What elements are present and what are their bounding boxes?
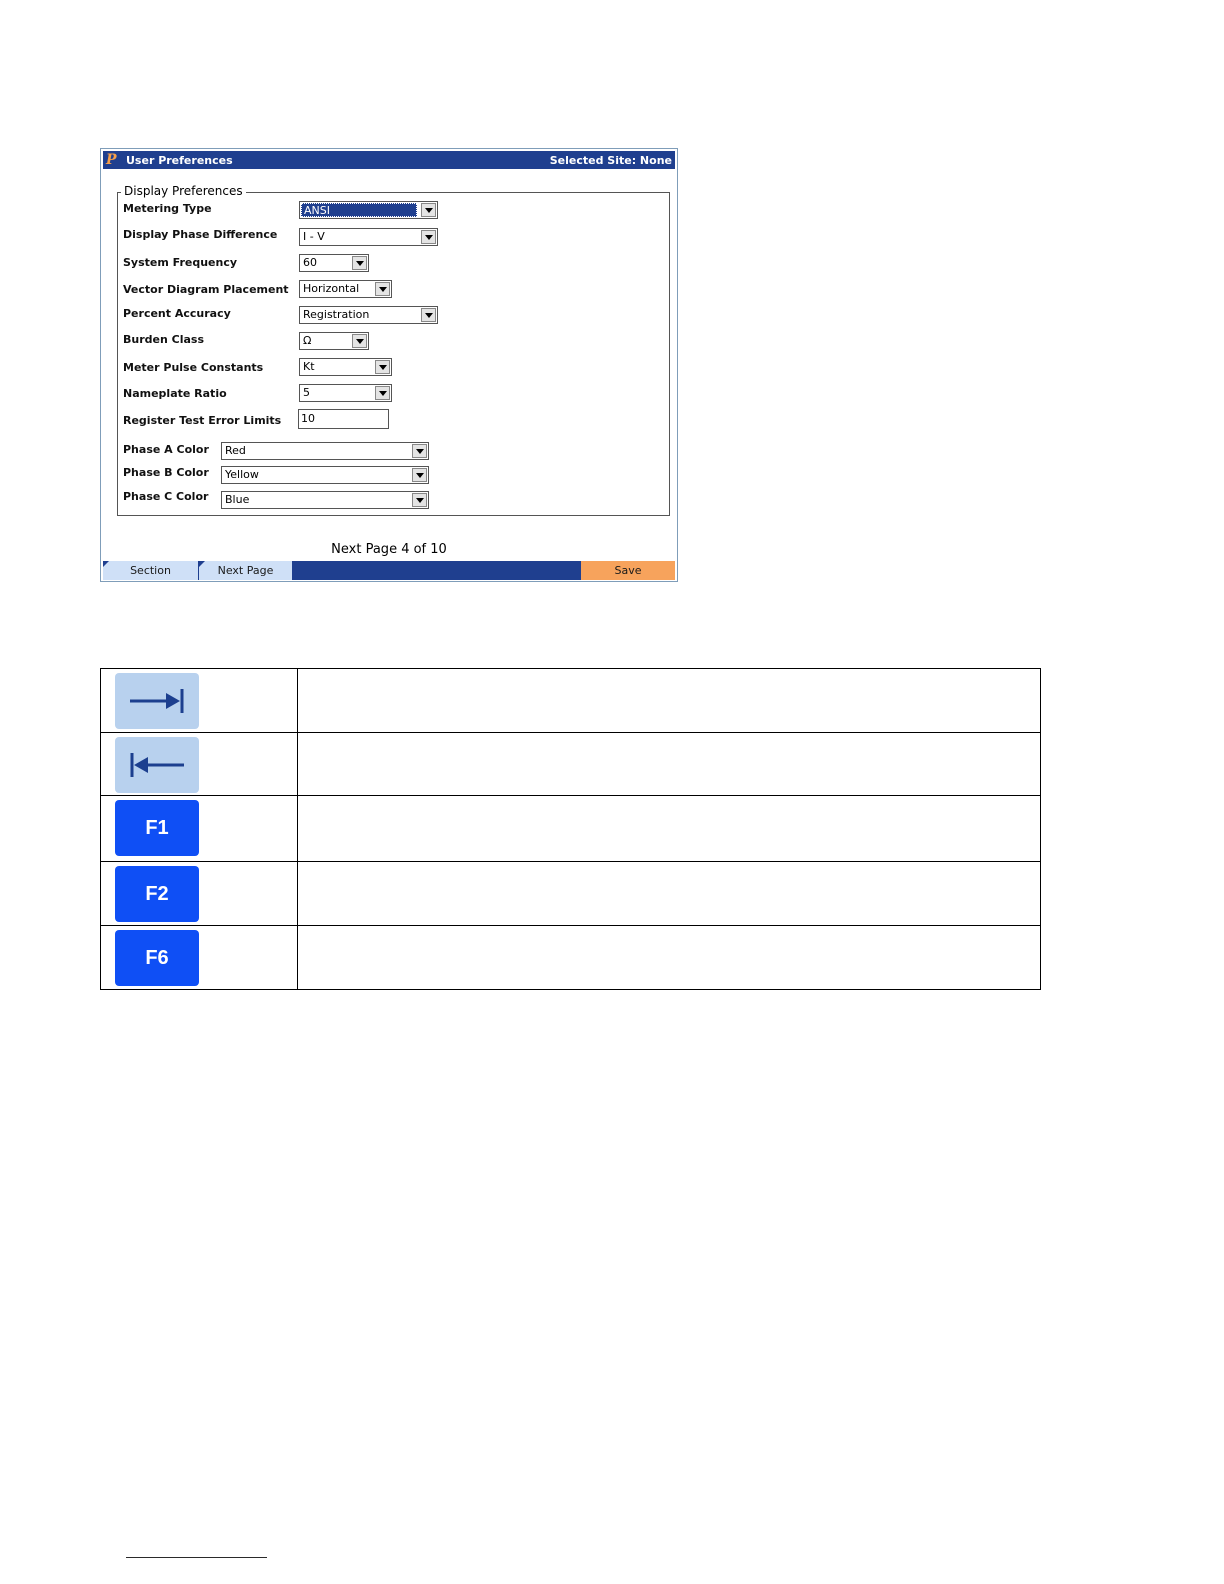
label-metering-type: Metering Type [123, 202, 212, 215]
f2-key-icon: F2 [115, 866, 199, 922]
chevron-down-icon[interactable] [375, 282, 390, 296]
user-preferences-window [100, 148, 678, 582]
label-phase-a-color: Phase A Color [123, 443, 209, 456]
dropdown-value: 60 [303, 256, 317, 269]
chevron-down-icon[interactable] [412, 493, 427, 507]
system-frequency-dropdown[interactable] [299, 254, 369, 272]
label-vector-diagram-placement: Vector Diagram Placement [123, 283, 289, 296]
dropdown-value: Kt [303, 360, 315, 373]
label-system-frequency: System Frequency [123, 256, 238, 269]
label-phase-c-color: Phase C Color [123, 490, 209, 503]
tab-left-icon [115, 737, 199, 793]
dropdown-value: Yellow [225, 468, 259, 481]
key-reference-table [100, 668, 1041, 990]
key-cell [101, 733, 298, 796]
dropdown-value: 5 [303, 386, 310, 399]
chevron-down-icon[interactable] [421, 308, 436, 322]
table-row [101, 669, 1041, 733]
dropdown-value: Horizontal [303, 282, 360, 295]
chevron-down-icon[interactable] [375, 386, 390, 400]
empty-softkey [293, 561, 581, 580]
title-bar [103, 151, 675, 169]
meter-pulse-constants-dropdown[interactable] [299, 358, 392, 376]
footnote-divider [126, 1557, 267, 1558]
dropdown-value: Registration [303, 308, 370, 321]
key-description [297, 926, 1040, 990]
phase-c-color-dropdown[interactable] [221, 491, 429, 509]
section-button[interactable]: Section [103, 561, 199, 580]
table-row [101, 926, 1041, 990]
f1-key-icon: F1 [115, 800, 199, 856]
key-description [297, 733, 1040, 796]
table-row [101, 862, 1041, 926]
display-phase-difference-dropdown[interactable] [299, 228, 438, 246]
phase-b-color-dropdown[interactable] [221, 466, 429, 484]
nameplate-ratio-dropdown[interactable] [299, 384, 392, 402]
chevron-down-icon[interactable] [421, 203, 436, 217]
key-description [297, 862, 1040, 926]
tab-right-icon [115, 673, 199, 729]
key-description [297, 669, 1040, 733]
table-row [101, 733, 1041, 796]
page-indicator: Next Page 4 of 10 [331, 542, 447, 557]
metering-type-dropdown[interactable] [299, 201, 438, 219]
selected-site-status: Selected Site: None [549, 153, 672, 167]
key-cell [101, 862, 298, 926]
next-page-button[interactable]: Next Page [199, 561, 293, 580]
label-phase-b-color: Phase B Color [123, 466, 209, 479]
dropdown-value: ANSI [301, 203, 417, 217]
table-row [101, 796, 1041, 862]
chevron-down-icon[interactable] [352, 256, 367, 270]
app-logo-icon: P [106, 152, 117, 168]
key-cell [101, 669, 298, 733]
key-cell [101, 926, 298, 990]
chevron-down-icon[interactable] [352, 334, 367, 348]
vector-diagram-placement-dropdown[interactable] [299, 280, 392, 298]
register-test-error-limits-input[interactable]: 10 [298, 409, 389, 429]
f6-key-icon: F6 [115, 930, 199, 986]
phase-a-color-dropdown[interactable] [221, 442, 429, 460]
group-legend: Display Preferences [121, 184, 246, 198]
softkey-bar [103, 561, 675, 580]
label-register-test-error-limits: Register Test Error Limits [123, 414, 282, 427]
label-burden-class: Burden Class [123, 333, 204, 346]
chevron-down-icon[interactable] [421, 230, 436, 244]
dropdown-value: Ω [303, 334, 312, 347]
label-nameplate-ratio: Nameplate Ratio [123, 387, 227, 400]
save-button[interactable]: Save [581, 561, 675, 580]
chevron-down-icon[interactable] [412, 468, 427, 482]
label-display-phase-difference: Display Phase Difference [123, 228, 278, 241]
percent-accuracy-dropdown[interactable] [299, 306, 438, 324]
chevron-down-icon[interactable] [375, 360, 390, 374]
key-cell [101, 796, 298, 862]
dropdown-value: Blue [225, 493, 250, 506]
window-title: User Preferences [126, 153, 233, 167]
dropdown-value: I - V [303, 230, 325, 243]
dropdown-value: Red [225, 444, 246, 457]
label-percent-accuracy: Percent Accuracy [123, 307, 231, 320]
label-meter-pulse-constants: Meter Pulse Constants [123, 361, 264, 374]
key-description [297, 796, 1040, 862]
burden-class-dropdown[interactable] [299, 332, 369, 350]
chevron-down-icon[interactable] [412, 444, 427, 458]
